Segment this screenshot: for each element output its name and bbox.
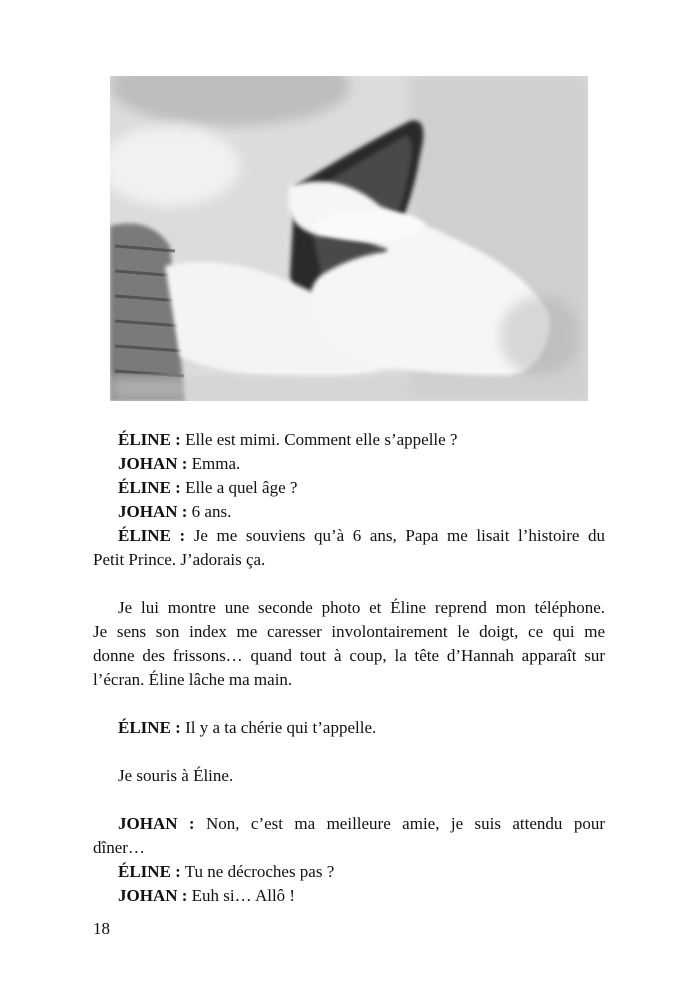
dialogue-line bbox=[93, 476, 605, 500]
dialogue-text: Je me souviens qu’à 6 ans, Papa me lisait l’histoire du bbox=[185, 526, 605, 545]
page-text bbox=[93, 428, 605, 908]
speaker-name: JOHAN : bbox=[118, 502, 188, 521]
speaker-name: ÉLINE : bbox=[118, 718, 181, 737]
speaker-name: JOHAN : bbox=[118, 814, 195, 833]
dialogue-continuation: Petit Prince. J’adorais ça. bbox=[93, 550, 266, 569]
narration-line: l’écran. Éline lâche ma main. bbox=[93, 670, 293, 689]
dialogue-text: Il y a ta chérie qui t’appelle. bbox=[180, 718, 377, 737]
dialogue-text: 6 ans. bbox=[187, 502, 232, 521]
speaker-name: ÉLINE : bbox=[118, 478, 181, 497]
speaker-name: JOHAN : bbox=[118, 454, 188, 473]
dialogue-line bbox=[93, 812, 605, 836]
dialogue-text: Tu ne décroches pas ? bbox=[180, 862, 335, 881]
speaker-name: ÉLINE : bbox=[118, 430, 181, 449]
dialogue-line bbox=[93, 884, 605, 908]
dialogue-continuation: dîner… bbox=[93, 838, 145, 857]
speaker-name: ÉLINE : bbox=[118, 526, 186, 545]
page-number: 18 bbox=[93, 919, 110, 938]
dialogue-text: Non, c’est ma meilleure amie, je suis attendu pour bbox=[194, 814, 605, 833]
narration-line: Je lui montre une seconde photo et Éline reprend mon téléphone. bbox=[118, 598, 605, 617]
hands-phone-image bbox=[110, 76, 588, 401]
narration-line: donne des frissons… quand tout à coup, la tête d’Hannah apparaît sur bbox=[93, 646, 605, 665]
dialogue-line bbox=[93, 716, 605, 740]
dialogue-line bbox=[93, 860, 605, 884]
speaker-name: ÉLINE : bbox=[118, 862, 181, 881]
photo-illustration bbox=[110, 76, 588, 401]
dialogue-line bbox=[93, 428, 605, 452]
dialogue-text: Euh si… Allô ! bbox=[187, 886, 296, 905]
narration-line: Je sens son index me caresser involontairement le doigt, ce qui me bbox=[93, 622, 605, 641]
dialogue-text: Elle est mimi. Comment elle s’appelle ? bbox=[180, 430, 458, 449]
narration-line: Je souris à Éline. bbox=[118, 766, 234, 785]
dialogue-line bbox=[93, 500, 605, 524]
speaker-name: JOHAN : bbox=[118, 886, 188, 905]
dialogue-line bbox=[93, 524, 605, 548]
dialogue-text: Emma. bbox=[187, 454, 241, 473]
dialogue-line bbox=[93, 452, 605, 476]
dialogue-text: Elle a quel âge ? bbox=[180, 478, 298, 497]
